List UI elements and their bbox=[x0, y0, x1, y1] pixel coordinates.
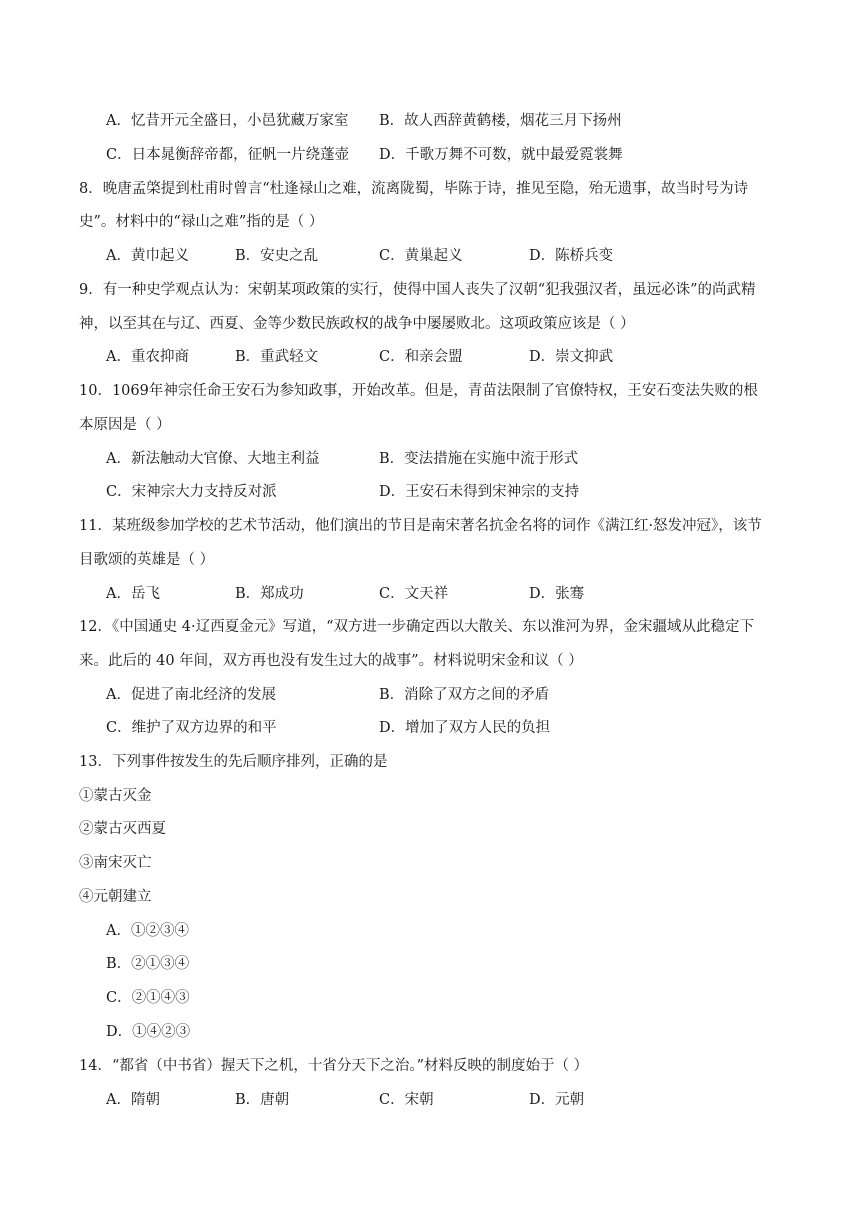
question-stem-line: 来。此后的 40 年间，双方再也没有发生过大的战事”。材料说明宋金和议（ ） bbox=[79, 653, 583, 669]
question-stem-line: 13．下列事件按发生的先后顺序排列，正确的是 bbox=[79, 754, 388, 770]
event-item: ③南宋灭亡 bbox=[79, 855, 152, 871]
option-d: D．增加了双方人民的负担 bbox=[379, 720, 551, 736]
option-b: B．郑成功 bbox=[235, 586, 304, 602]
option-c: C．②①④③ bbox=[106, 990, 190, 1006]
option-b: B．唐朝 bbox=[235, 1092, 290, 1108]
option-b: B．故人西辞黄鹤楼，烟花三月下扬州 bbox=[379, 113, 622, 129]
option-b: B．重武轻文 bbox=[235, 349, 319, 365]
question-stem-line: 史”。材料中的“禄山之难”指的是（ ） bbox=[79, 214, 324, 230]
option-d: D．元朝 bbox=[529, 1092, 585, 1108]
option-b: B．变法措施在实施中流于形式 bbox=[379, 451, 579, 467]
event-item: ④元朝建立 bbox=[79, 889, 152, 905]
question-stem-line: 本原因是（ ） bbox=[79, 417, 171, 433]
option-b: B．消除了双方之间的矛盾 bbox=[379, 687, 550, 703]
option-a: A．黄巾起义 bbox=[106, 248, 189, 264]
option-c: C．宋朝 bbox=[379, 1092, 434, 1108]
option-a: A．促进了南北经济的发展 bbox=[106, 687, 276, 703]
option-c: C．文天祥 bbox=[379, 586, 449, 602]
option-d: D．①④②③ bbox=[106, 1024, 191, 1040]
option-d: D．崇文抑武 bbox=[529, 349, 614, 365]
option-d: D．张骞 bbox=[529, 586, 585, 602]
option-a: A．忆昔开元全盛日，小邑犹藏万家室 bbox=[106, 113, 349, 129]
option-d: D．王安石未得到宋神宗的支持 bbox=[379, 484, 580, 500]
option-c: C．宋神宗大力支持反对派 bbox=[106, 484, 277, 500]
option-a: A．新法触动大官僚、大地主利益 bbox=[106, 451, 320, 467]
question-stem-line: 9．有一种史学观点认为：宋朝某项政策的实行，使得中国人丧失了汉朝“犯我强汉者，虽远必诛”的尚武精 bbox=[79, 282, 756, 298]
option-a: A．①②③④ bbox=[106, 923, 189, 939]
option-b: B．安史之乱 bbox=[235, 248, 319, 264]
event-item: ②蒙古灭西夏 bbox=[79, 821, 166, 837]
option-a: A．岳飞 bbox=[106, 586, 160, 602]
option-c: C．维护了双方边界的和平 bbox=[106, 720, 277, 736]
option-d: D．陈桥兵变 bbox=[529, 248, 614, 264]
option-a: A．重农抑商 bbox=[106, 349, 189, 365]
event-item: ①蒙古灭金 bbox=[79, 788, 152, 804]
option-c: C．和亲会盟 bbox=[379, 349, 463, 365]
question-stem-line: 8．晚唐孟棨提到杜甫时曾言“杜逢禄山之难，流离陇蜀，毕陈于诗，推见至隐，殆无遗事，故当时号为诗 bbox=[79, 181, 749, 197]
question-stem-line: 12．《中国通史 4·辽西夏金元》写道，“双方进一步确定西以大散关、东以淮河为界，金宋疆域从此稳定下 bbox=[79, 619, 755, 635]
question-stem-line: 11．某班级参加学校的艺术节活动，他们演出的节目是南宋著名抗金名将的词作《满江红·怒发冲冠》，该节 bbox=[79, 518, 762, 534]
option-d: D．千歌万舞不可数，就中最爱霓裳舞 bbox=[379, 147, 623, 163]
option-c: C．黄巢起义 bbox=[379, 248, 463, 264]
question-stem-line: 14．“都省（中书省）握天下之机，十省分天下之治。”材料反映的制度始于（ ） bbox=[79, 1058, 589, 1074]
question-stem-line: 神，以至其在与辽、西夏、金等少数民族政权的战争中屡屡败北。这项政策应该是（ ） bbox=[79, 316, 635, 332]
question-stem-line: 10．1069年神宗任命王安石为参知政事，开始改革。但是，青苗法限制了官僚特权，王安石变法失败的根 bbox=[79, 383, 758, 399]
question-stem-line: 目歌颂的英雄是（ ） bbox=[79, 552, 215, 568]
option-b: B．②①③④ bbox=[106, 956, 190, 972]
option-a: A．隋朝 bbox=[106, 1092, 160, 1108]
option-c: C．日本晁衡辞帝都，征帆一片绕蓬壶 bbox=[106, 147, 350, 163]
